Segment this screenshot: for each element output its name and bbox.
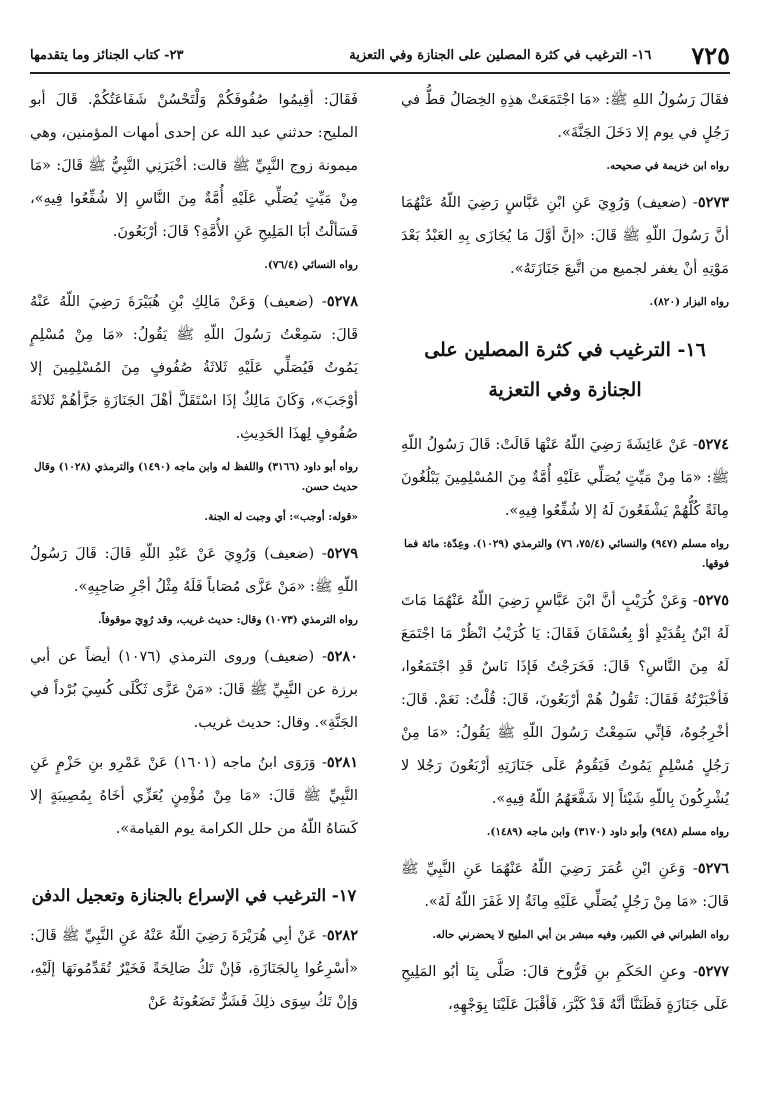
hadith-reference: رواه النسائي (٧٦/٤). [264,259,358,271]
book-title: ٢٣- كتاب الجنائز وما يتقدمها [30,47,184,63]
hadith-reference: رواه مسلم (٩٤٧) والنسائي (٧٥/٤، ٧٦) والترمذي (١٠٢٩). وعِدّة: مائة فما فوقها. [404,538,729,570]
hadith-text: - (ضعيف) وروى الترمذي (١٠٧٦) أيضاً عن أبي برزة عن النَّبِيِّ ﷺ قَالَ: «مَنْ عَزَّى ثَكْلَى كُسِيَ بُرْداً في الجَنَّةِ». وقال: حديث غريب. [30,649,358,731]
left-column [30,84,358,1025]
hadith-5277 [401,955,729,1022]
hadith-number: ٥٢٧٥ [697,592,729,609]
hadith-5282 [30,919,358,1019]
hadith-text: - عَنْ أبِي هُرَيْرَةَ رَضِيَ اللّهُ عَنْهُ عَنِ النَّبِيِّ ﷺ قَالَ: «أسْرِعُوا بِالجَنَازَةِ، فَإنْ تَكُ صَالِحَةً فَخَيْرٌ تُقَدِّمُونَهَا إلَيْهِ، وَإنْ تَكُ سِوَى ذلِكَ فَشَرٌّ تَضَعُونَهُ عَنْ [30,928,358,1010]
hadith-continuation: فقَالَ رَسُولُ اللهِ ﷺ: «مَا اجْتَمَعَتْ هذِهِ الخِصَالُ قطُّ في رَجُلٍ في يوم إلا دَخَلَ الجَنَّةَ». [401,92,729,141]
hadith-reference: رواه الطبراني في الكبير، وفيه مبشر بن أبي المليح لا يحضرني حاله. [432,929,729,941]
hadith-reference: رواه ابن خزيمة في صحيحه. [606,160,729,172]
hadith-number: ٥٢٨٢ [326,927,358,944]
hadith-number: ٥٢٧٩ [326,545,358,562]
hadith-reference: رواه البزار (٨٢٠). [649,296,729,308]
hadith-continuation: فَقَالَ: أقِيمُوا صُفُوفَكُمْ وَلْتَحْسُنْ شَفَاعَتُكُمْ. قَالَ أبو المليح: حدثني عبد الله عن إحدى أمهات المؤمنين، وهي ميمونة زوج النَّبِيِّ ﷺ قالت: أخْبَرَنِي النَّبِيُّ ﷺ قَالَ: «مَا مِنْ مَيِّتٍ يُصَلِّي عَلَيْهِ أُمَّةٌ مِنَ النَّاسِ إلا شُفِّعُوا فِيهِ»، فَسَألْتُ أبَا المَلِيحِ عَنِ الأُمَّةِ؟ قَالَ: أرْبَعُونَ. [30,92,358,240]
hadith-5278 [30,285,358,451]
hadith-number: ٥٢٨١ [326,754,359,771]
hadith-reference: رواه أبو داود (٣١٦٦) واللفظ له وابن ماجه (١٤٩٠) والترمذي (١٠٢٨) وقال حديث حسن. [34,461,358,493]
hadith-text: - وَعَنِ ابْنِ عُمَرَ رَضِيَ اللّهُ عَنْهُمَا عَنِ النَّبِيِّ ﷺ قَالَ: «مَا مِنْ رَجُلٍ يُصَلِّي عَلَيْهِ مِائَةٌ إلا غَفَرَ اللّهُ لَهُ». [401,861,729,910]
hadith-5276 [401,852,729,919]
hadith-reference: رواه الترمذي (١٠٧٣) وقال: حديث غريب، وقد رُوِيَ موقوفاً. [97,614,358,626]
hadith-number: ٥٢٨٠ [326,648,358,665]
page-number: ٧٢٥ [691,40,730,70]
hadith-5274 [401,428,729,528]
section-heading-line: الجنازة وفي التعزية [488,379,642,401]
hadith-5275 [401,584,729,816]
hadith-number: ٥٢٧٣ [697,194,729,211]
hadith-5273 [401,186,729,286]
hadith-reference: رواه مسلم (٩٤٨) وأبو داود (٣١٧٠) وابن ماجه (١٤٨٩). [486,826,729,838]
hadith-number: ٥٢٧٤ [697,436,729,453]
right-column [401,84,729,1028]
section-heading: ١٧- الترغيب في الإسراع بالجنازة وتعجيل الدفن [31,886,357,905]
hadith-number: ٥٢٧٦ [697,860,729,877]
hadith-text: - (ضعيف) وَرُوِيَ عَنْ عَبْدِ اللّهِ قَالَ: قَالَ رَسُولُ اللّهِ ﷺ: «مَنْ عَزَّى مُصَاباً فَلَهُ مِثْلُ أجْرِ صَاحِبِهِ». [30,546,358,595]
hadith-text: - وَرَوَى ابنُ ماجه (١٦٠١) عَنْ عَمْرِو بنِ حَزْمٍ عَنِ النَّبِيِّ ﷺ قَالَ: «مَا مِنْ مُؤْمِنٍ يُعَزِّي أخَاهُ بِمُصِيبَةٍ إلا كَسَاهُ اللّهُ من حلل الكرامة يوم القيامة». [30,755,358,837]
hadith-text: - (ضعيف) وَرُوِيَ عَنِ ابْنِ عَبَّاسٍ رَضِيَ اللّهُ عَنْهُمَا أنَّ رَسُولَ اللّهِ ﷺ قَالَ: «إنَّ أوَّلَ مَا يُجَازَى بِهِ العَبْدُ بَعْدَ مَوْتِهِ أنْ يغفر لجميع من اتَّبعَ جَنَازَتَهُ». [401,195,729,277]
hadith-text: - (ضعيف) وَعَنْ مَالِكِ بْنِ هُبَيْرَةَ رَضِيَ اللّهُ عَنْهُ قَالَ: سَمِعْتُ رَسُولَ اللّهِ ﷺ يَقُولُ: «مَا مِنْ مُسْلِمٍ يَمُوتُ فَيُصَلِّي عَلَيْهِ ثَلاثَةُ صُفُوفٍ مِنَ المُسْلِمِينَ إلا أوْجَبَ»، وَكَانَ مَالِكٌ إذَا اسْتَقَلَّ أهْلَ الجَنَازَةِ جَزَّأهُمْ ثَلاثَةَ صُفُوفٍ لِهذَا الحَدِيثِ. [30,294,358,442]
hadith-gloss: «قوله: أوجب»: أي وجبت له الجنة. [204,511,358,523]
hadith-number: ٥٢٧٧ [697,963,729,980]
section-heading-line: ١٦- الترغيب في كثرة المصلين على [424,339,706,361]
section-heading [401,330,729,410]
chapter-subtitle: ١٦- الترغيب في كثرة المصلين على الجنازة وفي التعزية [349,47,652,63]
hadith-text: - وعنِ الحَكَمِ بنِ فَرُّوخ قالَ: صَلَّى بِنَا أبُو المَلِيحِ عَلَى جَنَازَةٍ فَظَنَنَّا أنَّهُ قَدْ كَبَّرَ، فَأقْبَلَ عَلَيْنَا بِوَجْهِهِ، [401,964,729,1013]
hadith-number: ٥٢٧٨ [326,293,358,310]
page-header [30,38,730,74]
hadith-text: - وَعَنْ كُرَيْبٍ أنَّ ابْنَ عَبَّاسٍ رَضِيَ اللّهُ عَنْهُمَا مَاتَ لَهُ ابْنٌ بِقُدَيْدٍ أوْ بِعُسْفَانَ فَقَالَ: يَا كُرَيْبُ انْظُرْ مَا اجْتَمَعَ لَهُ مِنَ النَّاسِ؟ قَالَ: فَخَرَجْتُ فَإذَا نَاسٌ قَدِ اجْتَمَعُوا، فَأخْبَرْتُهُ فَقَالَ: تَقُولُ هُمْ أرْبَعُونَ، قَالَ: قُلْتُ: نَعَمْ. قَالَ: أخْرِجُوهُ، فَإنِّي سَمِعْتُ رَسُولَ اللّهِ ﷺ يَقُولُ: «مَا مِنْ رَجُلٍ مُسْلِمٍ يَمُوتُ فَيَقُومُ عَلَى جَنَازَتِهِ أرْبَعُونَ رَجُلا لا يُشْرِكُونَ بِاللّهِ شَيْئاً إلا شَفَّعَهُمُ اللّهُ فِيهِ». [401,593,729,807]
hadith-5281 [30,746,358,846]
hadith-text: - عَنْ عَائِشَةَ رَضِيَ اللّهُ عَنْهَا قَالَتْ: قَالَ رَسُولُ اللّهِ ﷺ: «مَا مِنْ مَيِّتٍ يُصَلِّي عَلَيْهِ أُمَّةٌ مِنَ المُسْلِمِينَ يَبْلُغُونَ مِائَةً كُلُّهُمْ يَشْفَعُونَ لَهُ إلا شُفِّعُوا فِيهِ». [401,437,729,519]
hadith-5280 [30,640,358,740]
hadith-5279 [30,537,358,604]
header-right-group [349,41,730,70]
